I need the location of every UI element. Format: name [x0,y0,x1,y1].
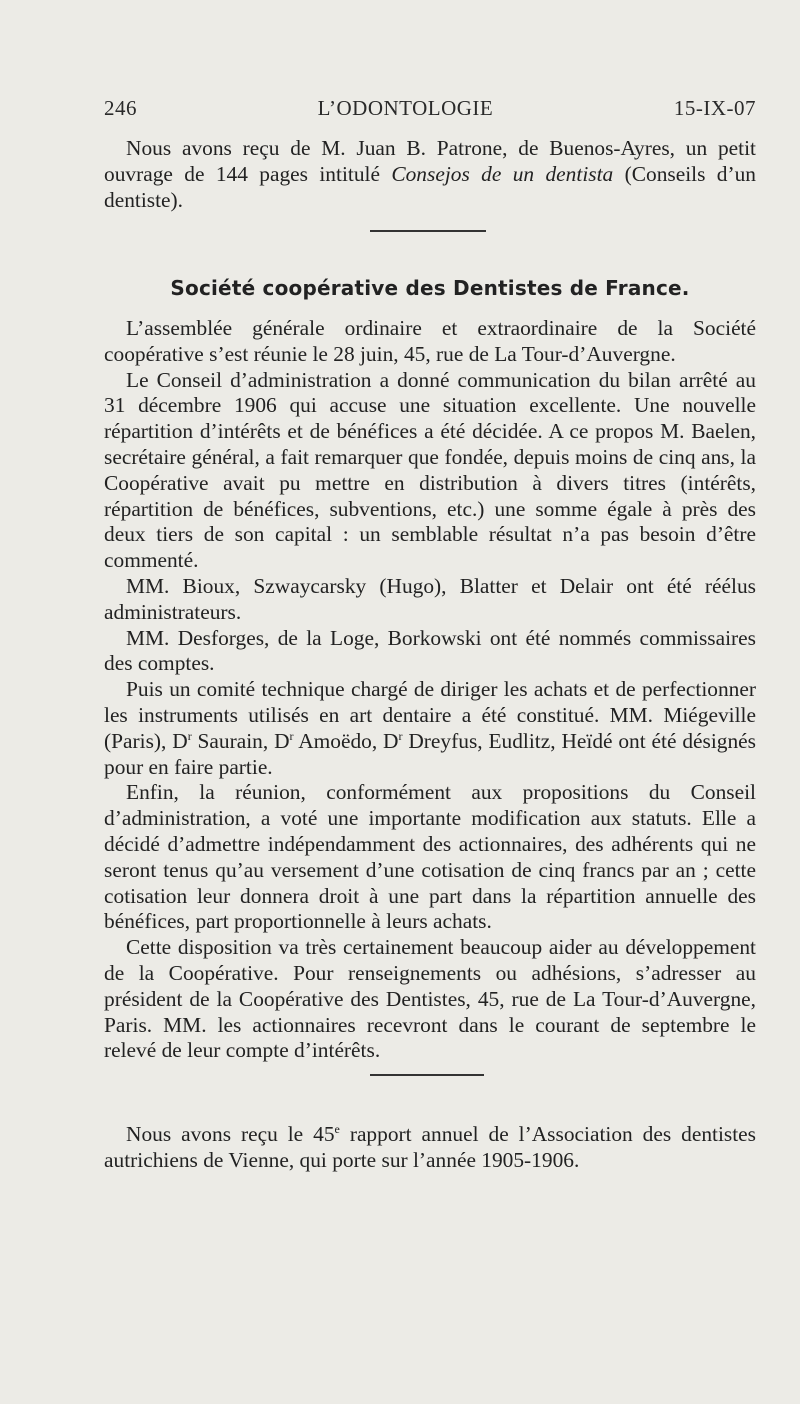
divider-rule [370,230,486,232]
journal-title: L’ODONTOLOGIE [317,96,494,120]
page-number: 246 [104,96,137,120]
divider-rule [370,1074,484,1076]
comite-text-b: Saurain, D [191,728,290,753]
comite-text-a: Puis un comité technique chargé de diriger les achats et de perfectionner les instruments utilisés en art dentaire a été constitué. MM. Miégeville (Paris), D [104,677,756,753]
comite-text-c: Amoëdo, D [293,728,399,753]
comite-text-d: Dreyfus, Eudlitz, Heïdé ont été désignés pour en faire partie. [104,728,756,779]
body-paragraph: Enfin, la réunion, conformément aux propositions du Conseil d’administration, a voté une importante modification aux statuts. Elle a décidé d’admettre indépendamment des actionnaires, des adhérents qui ne seront tenus qu’au versement d’une cotisation de cinq francs par an ; cette cotisation leur donnera droit à une part dans la répartition annuelle des bénéfices, part proportionnelle à leurs achats. [104,780,756,934]
superscript: r [187,728,192,743]
book-title: Consejos de un dentista [391,161,614,186]
body-paragraph: MM. Desforges, de la Loge, Borkowski ont été nommés commissaires des comptes. [104,625,756,676]
closing-text-end: rapport annuel de l’Association des dentistes autrichiens de Vienne, qui porte sur l’année 1905-1906. [104,1122,757,1172]
body-paragraph: MM. Bioux, Szwaycarsky (Hugo), Blatter et Delair ont été réélus administrateurs. [104,573,756,624]
closing-text: Nous avons reçu le 45 [126,1122,335,1146]
superscript: r [289,728,294,743]
closing-block [104,1122,756,1174]
body-paragraph: L’assemblée générale ordinaire et extraordinaire de la Société coopérative s’est réunie le 28 juin, 45, rue de La Tour-d’Auvergne. [104,316,756,366]
section-title: Société coopérative des Dentistes de France. [170,276,690,300]
superscript: e [334,1121,340,1136]
intro-text: Nous avons reçu de M. Juan B. Patrone, de Buenos-Ayres, un petit ouvrage de 144 pages intitulé [104,136,756,186]
issue-date: 15-IX-07 [673,96,756,120]
closing-paragraph [104,1122,756,1174]
body-paragraph-comite [104,677,756,780]
intro-block [104,136,756,213]
body-paragraph: Cette disposition va très certainement beaucoup aider au développement de la Coopérative. Pour renseignements ou adhésions, s’adresser au président de la Coopérative des Dentistes, 45, rue de La Tour-d’Auvergne, Paris. MM. les actionnaires recevront dans le courant de septembre le relevé de leur compte d’intérêts. [104,935,756,1063]
body-paragraph: Le Conseil d’administration a donné communication du bilan arrêté au 31 décembre 1906 qui accuse une situation excellente. Une nouvelle répartition d’intérêts et de bénéfices a été décidée. A ce propos M. Baelen, secrétaire général, a fait remarquer que fondée, depuis moins de cinq ans, la Coopérative avait pu mettre en distribution à divers titres (intérêts, répartition de bénéfices, subventions, etc.) une somme égale à près des deux tiers de son capital : un semblable résultat n’a pas besoin d’être commenté. [104,367,756,573]
superscript: r [398,728,403,743]
running-header [104,96,756,121]
section-body [104,316,756,1064]
intro-text-end: (Conseils d’un dentiste). [104,161,757,212]
intro-paragraph [104,136,756,213]
